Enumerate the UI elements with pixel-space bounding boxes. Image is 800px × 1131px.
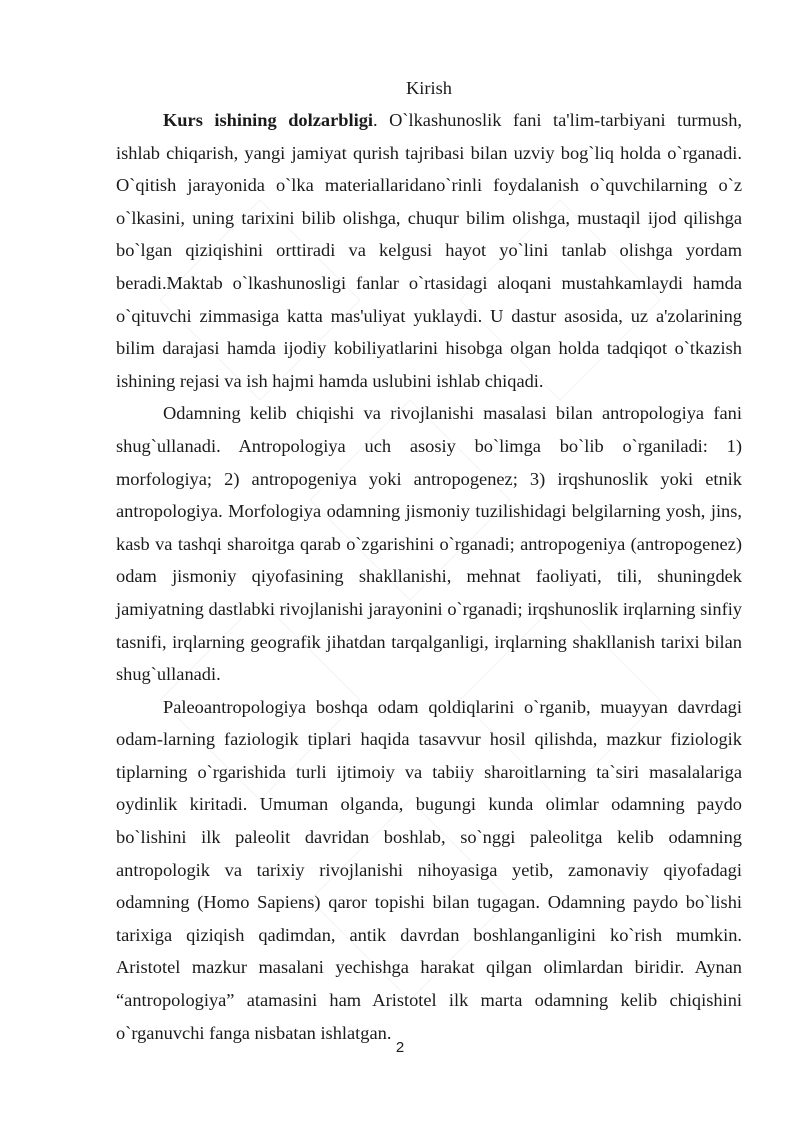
paragraph-lead-heading: Kurs ishining dolzarbligi — [163, 110, 373, 130]
paragraph-paleoanthropology: Paleoantropologiya boshqa odam qoldiqlarini o`rganib, muayyan davrdagi odam-larning faziologik tiplari haqida tasavvur hosil qilishda, mazkur fiziologik tiplarning o`rgarishida turli ijtimoiy va tabiiy sharoitlarning ta`siri masalalariga oydinlik kiritadi. Umuman olganda, bugungi kunda olimlar odamning paydo bo`lishini ilk paleolit davridan boshlab, so`nggi paleolitga kelib odamning antropologik va tarixiy rivojlanishi nihoyasiga yetib, zamonaviy qiyofadagi odamning (Homo Sapiens) qaror topishi bilan tugagan. Odamning paydo bo`lishi tarixiga qiziqish qadimdan, antik davrdan boshlanganligini ko`rish mumkin. Aristotel mazkur masalani yechishga harakat qilgan olimlardan biridir. Aynan “antropologiya” atamasini ham Aristotel ilk marta odamning kelib chiqishini o`rganuvchi fanga nisbatan ishlatgan. — [116, 696, 742, 1043]
body-text — [116, 104, 742, 1049]
paragraph-anthropology: Odamning kelib chiqishi va rivojlanishi masalasi bilan antropologiya fani shug`ullanadi. Antropologiya uch asosiy bo`limga bo`lib o`rganiladi: 1) morfologiya; 2) antropogeniya yoki antropogenez; 3) irqshunoslik yoki etnik antropologiya. Morfologiya odamning jismoniy tuzilishidagi belgilarning yosh, jins, kasb va tashqi sharoitga qarab o`zgarishini o`rganadi; antropogeniya (antropogenez) odam jismoniy qiyofasining shakllanishi, mehnat faoliyati, tili, shuningdek jamiyatning dastlabki rivojlanishi jarayonini o`rganadi; irqshunoslik irqlarning sinfiy tasnifi, irqlarning geografik jihatdan tarqalganligi, irqlarning shakllanish tarixi bilan shug`ullanadi. — [116, 403, 742, 685]
page-title: Kirish — [406, 78, 452, 98]
paragraph-text: . O`lkashunoslik fani ta'lim-tarbiyani turmush, ishlab chiqarish, yangi jamiyat qurish tajribasi bilan uzviy bog`liq holda o`rganadi. O`qitish jarayonida o`lka materiallaridano`rinli foydalanish o`quvchilarning o`z o`lkasini, uning tarixini bilib olishga, chuqur bilim olishga, mustaqil ijod qilishga bo`lgan qiziqishini orttiradi va kelgusi hayot yo`lini tanlab olishga yordam beradi.Maktab o`lkashunosligi fanlar o`rtasidagi aloqani mustahkamlaydi hamda o`qituvchi zimmasiga katta mas'uliyat yuklaydi. U dastur asosida, uz a'zolarining bilim darajasi hamda ijodiy kobiliyatlarini hisobga olgan holda tadqiqot o`tkazish ishining rejasi va ish hajmi hamda uslubini ishlab chiqadi. — [116, 110, 742, 391]
paragraph-relevance — [116, 104, 742, 397]
page-number: 2 — [395, 1039, 405, 1056]
